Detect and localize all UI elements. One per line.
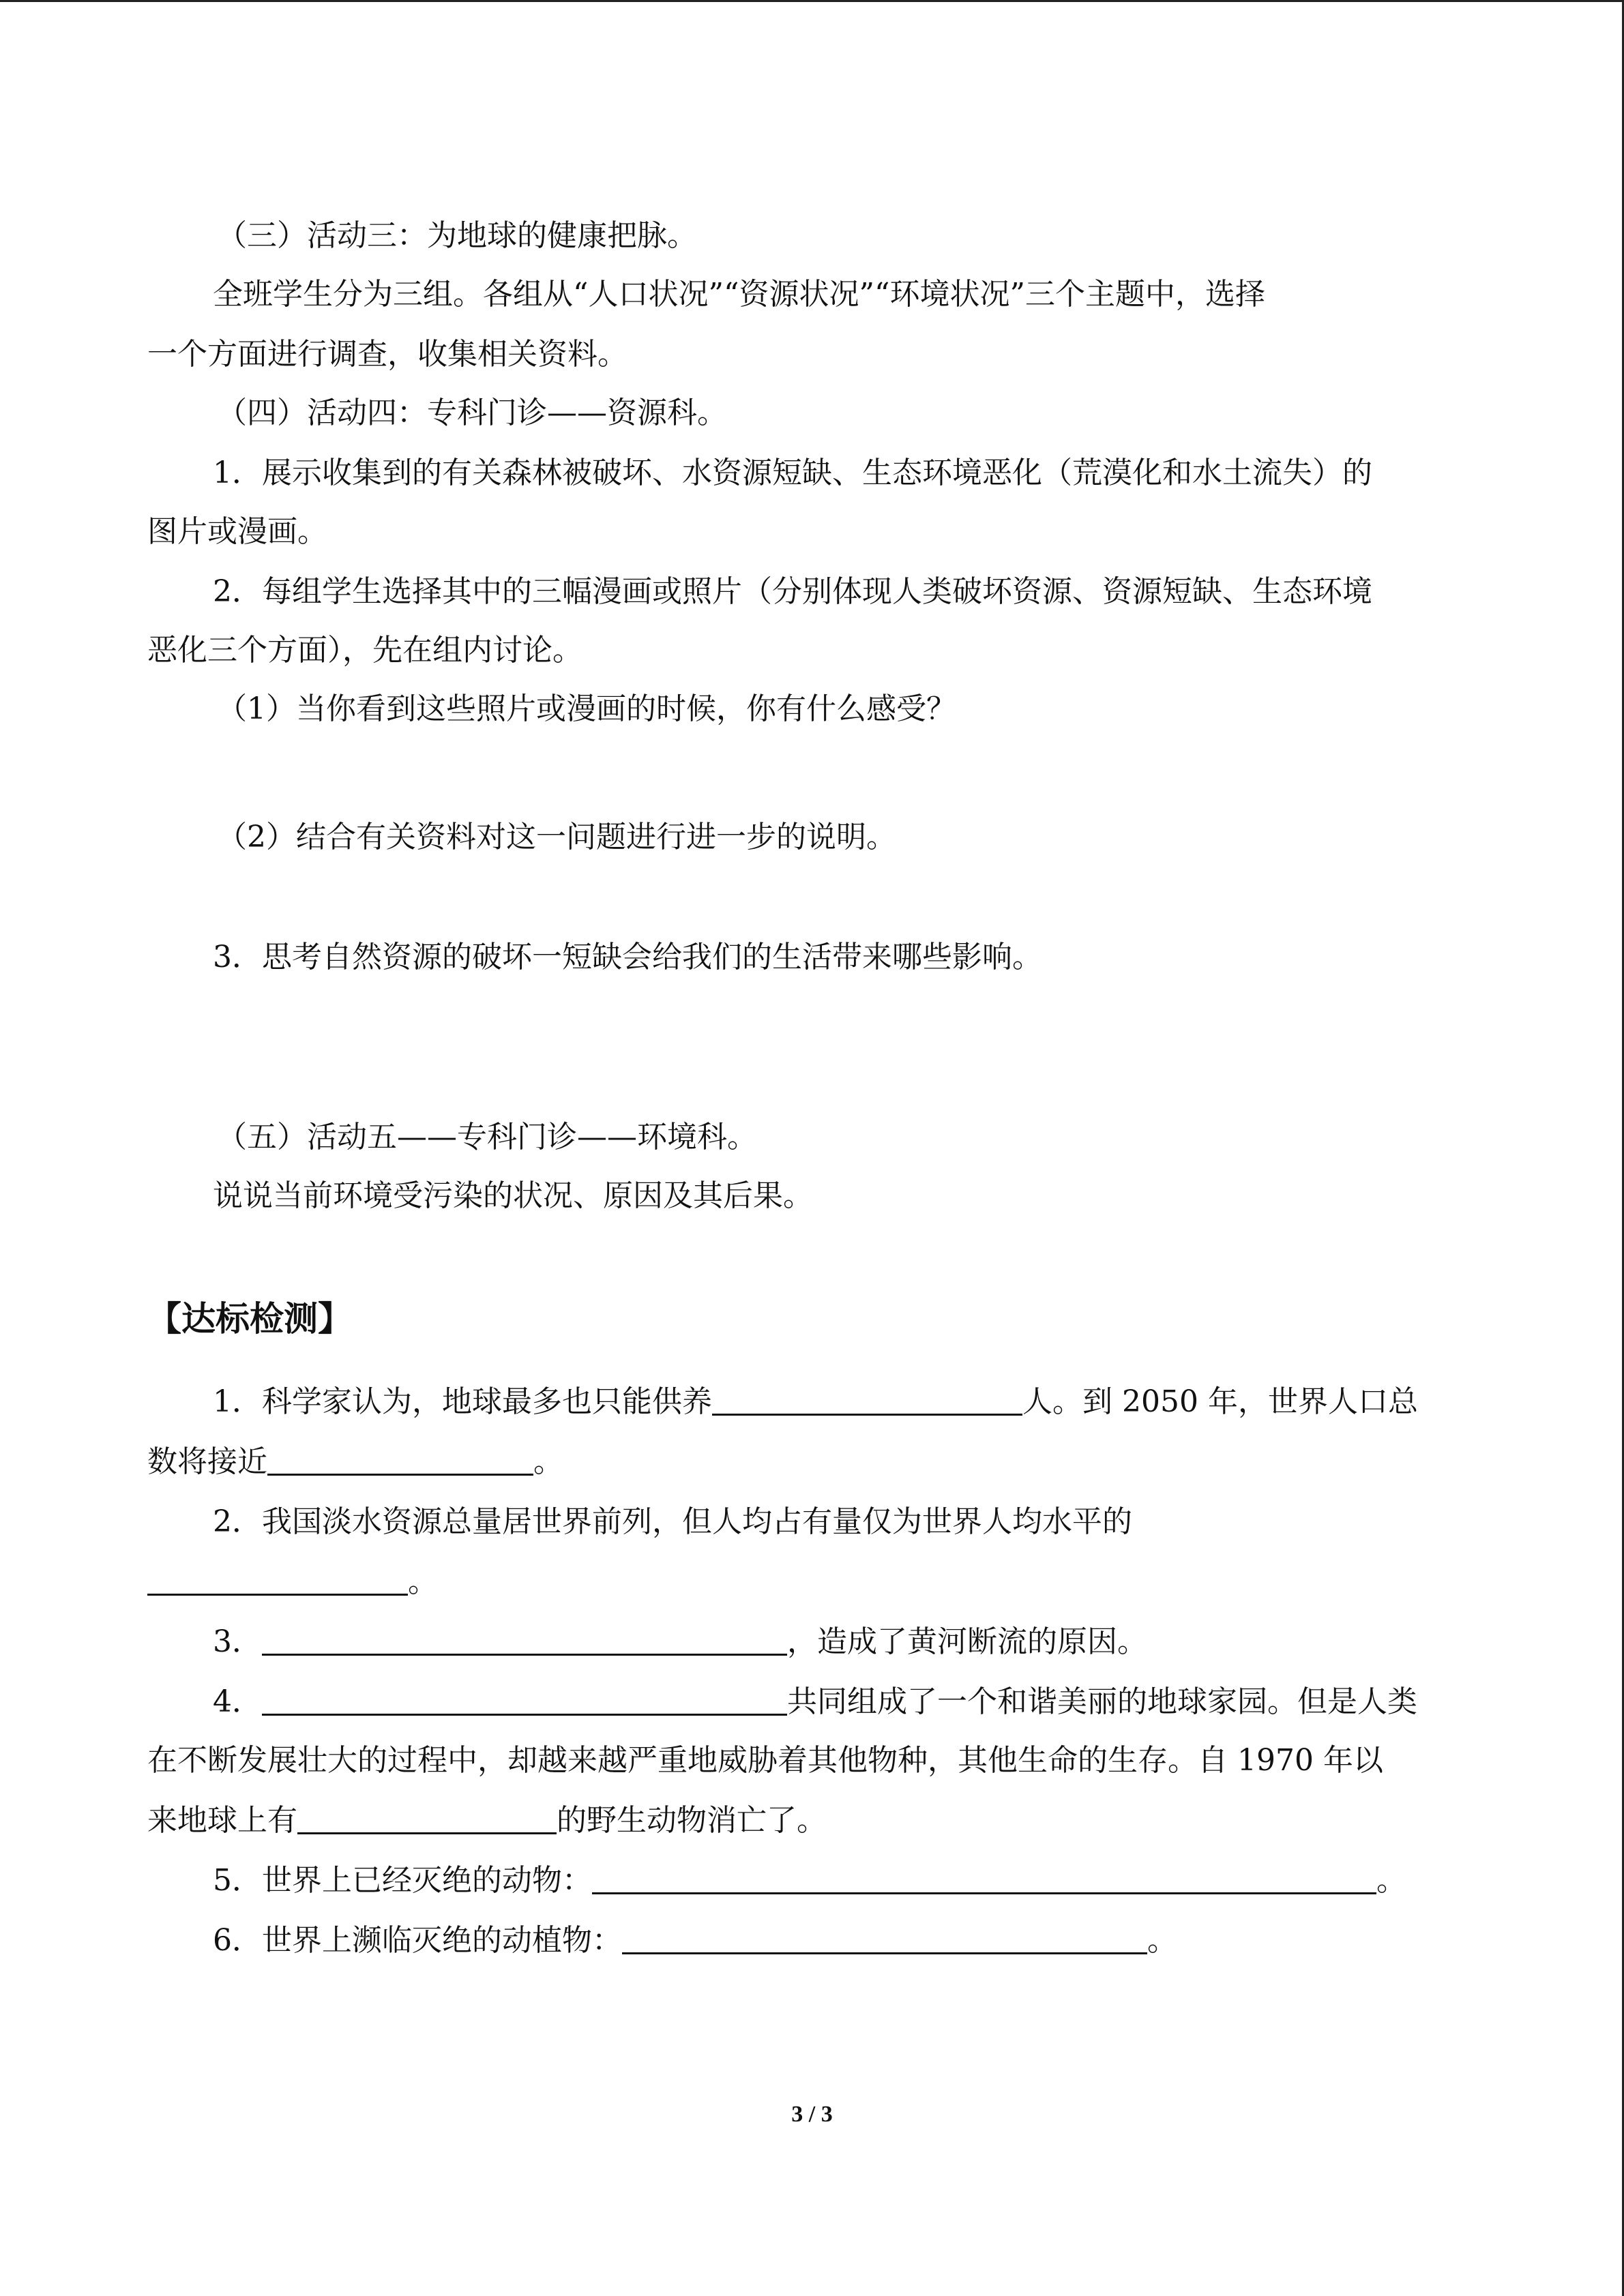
activity3-desc-line1: 全班学生分为三组。各组从“人口状况”“资源状况”“环境状况”三个主题中，选择 bbox=[213, 277, 1265, 312]
page-border-top bbox=[0, 0, 1624, 2]
test-q1-text-c: 数将接近 bbox=[147, 1444, 267, 1479]
test-q6 bbox=[213, 1920, 1177, 1961]
test-q4-text-a: 4． bbox=[213, 1684, 262, 1719]
test-q2-line2 bbox=[147, 1562, 438, 1602]
test-q2-text-b: 。 bbox=[408, 1564, 438, 1599]
activity4-item2-line1: 2．每组学生选择其中的三幅漫画或照片（分别体现人类破坏资源、资源短缺、生态环境 bbox=[213, 574, 1372, 609]
test-q5 bbox=[213, 1860, 1406, 1901]
test-q6-text-b: 。 bbox=[1147, 1923, 1177, 1958]
test-q6-blank[interactable] bbox=[622, 1921, 1147, 1954]
test-q1-line2 bbox=[147, 1442, 563, 1482]
test-q3-blank[interactable] bbox=[262, 1622, 787, 1656]
test-q1-blank-2050[interactable] bbox=[267, 1442, 533, 1476]
test-q4-blank-2[interactable] bbox=[297, 1801, 557, 1834]
test-q5-text-a: 5．世界上已经灭绝的动物： bbox=[213, 1863, 592, 1898]
test-q4-line1 bbox=[213, 1682, 1417, 1723]
activity3-desc-line2: 一个方面进行调查，收集相关资料。 bbox=[147, 337, 628, 372]
activity4-question1: （1）当你看到这些照片或漫画的时候，你有什么感受？ bbox=[217, 691, 956, 726]
test-q4-text-b: 共同组成了一个和谐美丽的地球家园。但是人类 bbox=[787, 1684, 1417, 1719]
test-q2-line1: 2．我国淡水资源总量居世界前列，但人均占有量仅为世界人均水平的 bbox=[213, 1504, 1132, 1539]
test-q1-line1 bbox=[213, 1382, 1418, 1422]
test-q3-text-a: 3． bbox=[213, 1624, 262, 1659]
test-q1-text-a: 1．科学家认为，地球最多也只能供养 bbox=[213, 1384, 712, 1419]
activity5-title: （五）活动五——专科门诊——环境科。 bbox=[217, 1120, 757, 1154]
activity5-desc: 说说当前环境受污染的状况、原因及其后果。 bbox=[213, 1178, 813, 1213]
test-q3 bbox=[213, 1622, 1147, 1663]
activity4-item1-line2: 图片或漫画。 bbox=[147, 514, 327, 549]
test-q1-blank-population[interactable] bbox=[712, 1382, 1022, 1416]
activity3-title: （三）活动三：为地球的健康把脉。 bbox=[217, 218, 697, 253]
test-q5-text-b: 。 bbox=[1376, 1863, 1406, 1898]
activity4-item1-line1: 1．展示收集到的有关森林被破坏、水资源短缺、生态环境恶化（荒漠化和水土流失）的 bbox=[213, 456, 1372, 490]
activity4-question2: （2）结合有关资料对这一问题进行进一步的说明。 bbox=[217, 820, 896, 854]
activity4-title: （四）活动四：专科门诊——资源科。 bbox=[217, 396, 727, 430]
test-q4-line2: 在不断发展壮大的过程中，却越来越严重地威胁着其他物种，其他生命的生存。自 1970 年以 bbox=[147, 1743, 1383, 1778]
test-q5-blank[interactable] bbox=[592, 1861, 1376, 1894]
test-q4-line3 bbox=[147, 1800, 827, 1841]
test-q3-text-b: ，造成了黄河断流的原因。 bbox=[787, 1624, 1147, 1659]
activity4-item2-line2: 恶化三个方面），先在组内讨论。 bbox=[147, 633, 582, 668]
test-heading: 【达标检测】 bbox=[147, 1299, 352, 1339]
test-q2-blank[interactable] bbox=[147, 1562, 408, 1596]
test-q4-blank-1[interactable] bbox=[262, 1682, 787, 1716]
test-q4-text-e: 的野生动物消亡了。 bbox=[557, 1803, 827, 1838]
test-q1-text-b: 人。到 2050 年，世界人口总 bbox=[1022, 1384, 1418, 1419]
activity4-item3: 3．思考自然资源的破坏一短缺会给我们的生活带来哪些影响。 bbox=[213, 940, 1042, 974]
test-q6-text-a: 6．世界上濒临灭绝的动植物： bbox=[213, 1923, 622, 1958]
page-number: 3 / 3 bbox=[791, 2102, 833, 2127]
test-q1-text-d: 。 bbox=[533, 1444, 563, 1479]
test-q4-text-d: 来地球上有 bbox=[147, 1803, 297, 1838]
